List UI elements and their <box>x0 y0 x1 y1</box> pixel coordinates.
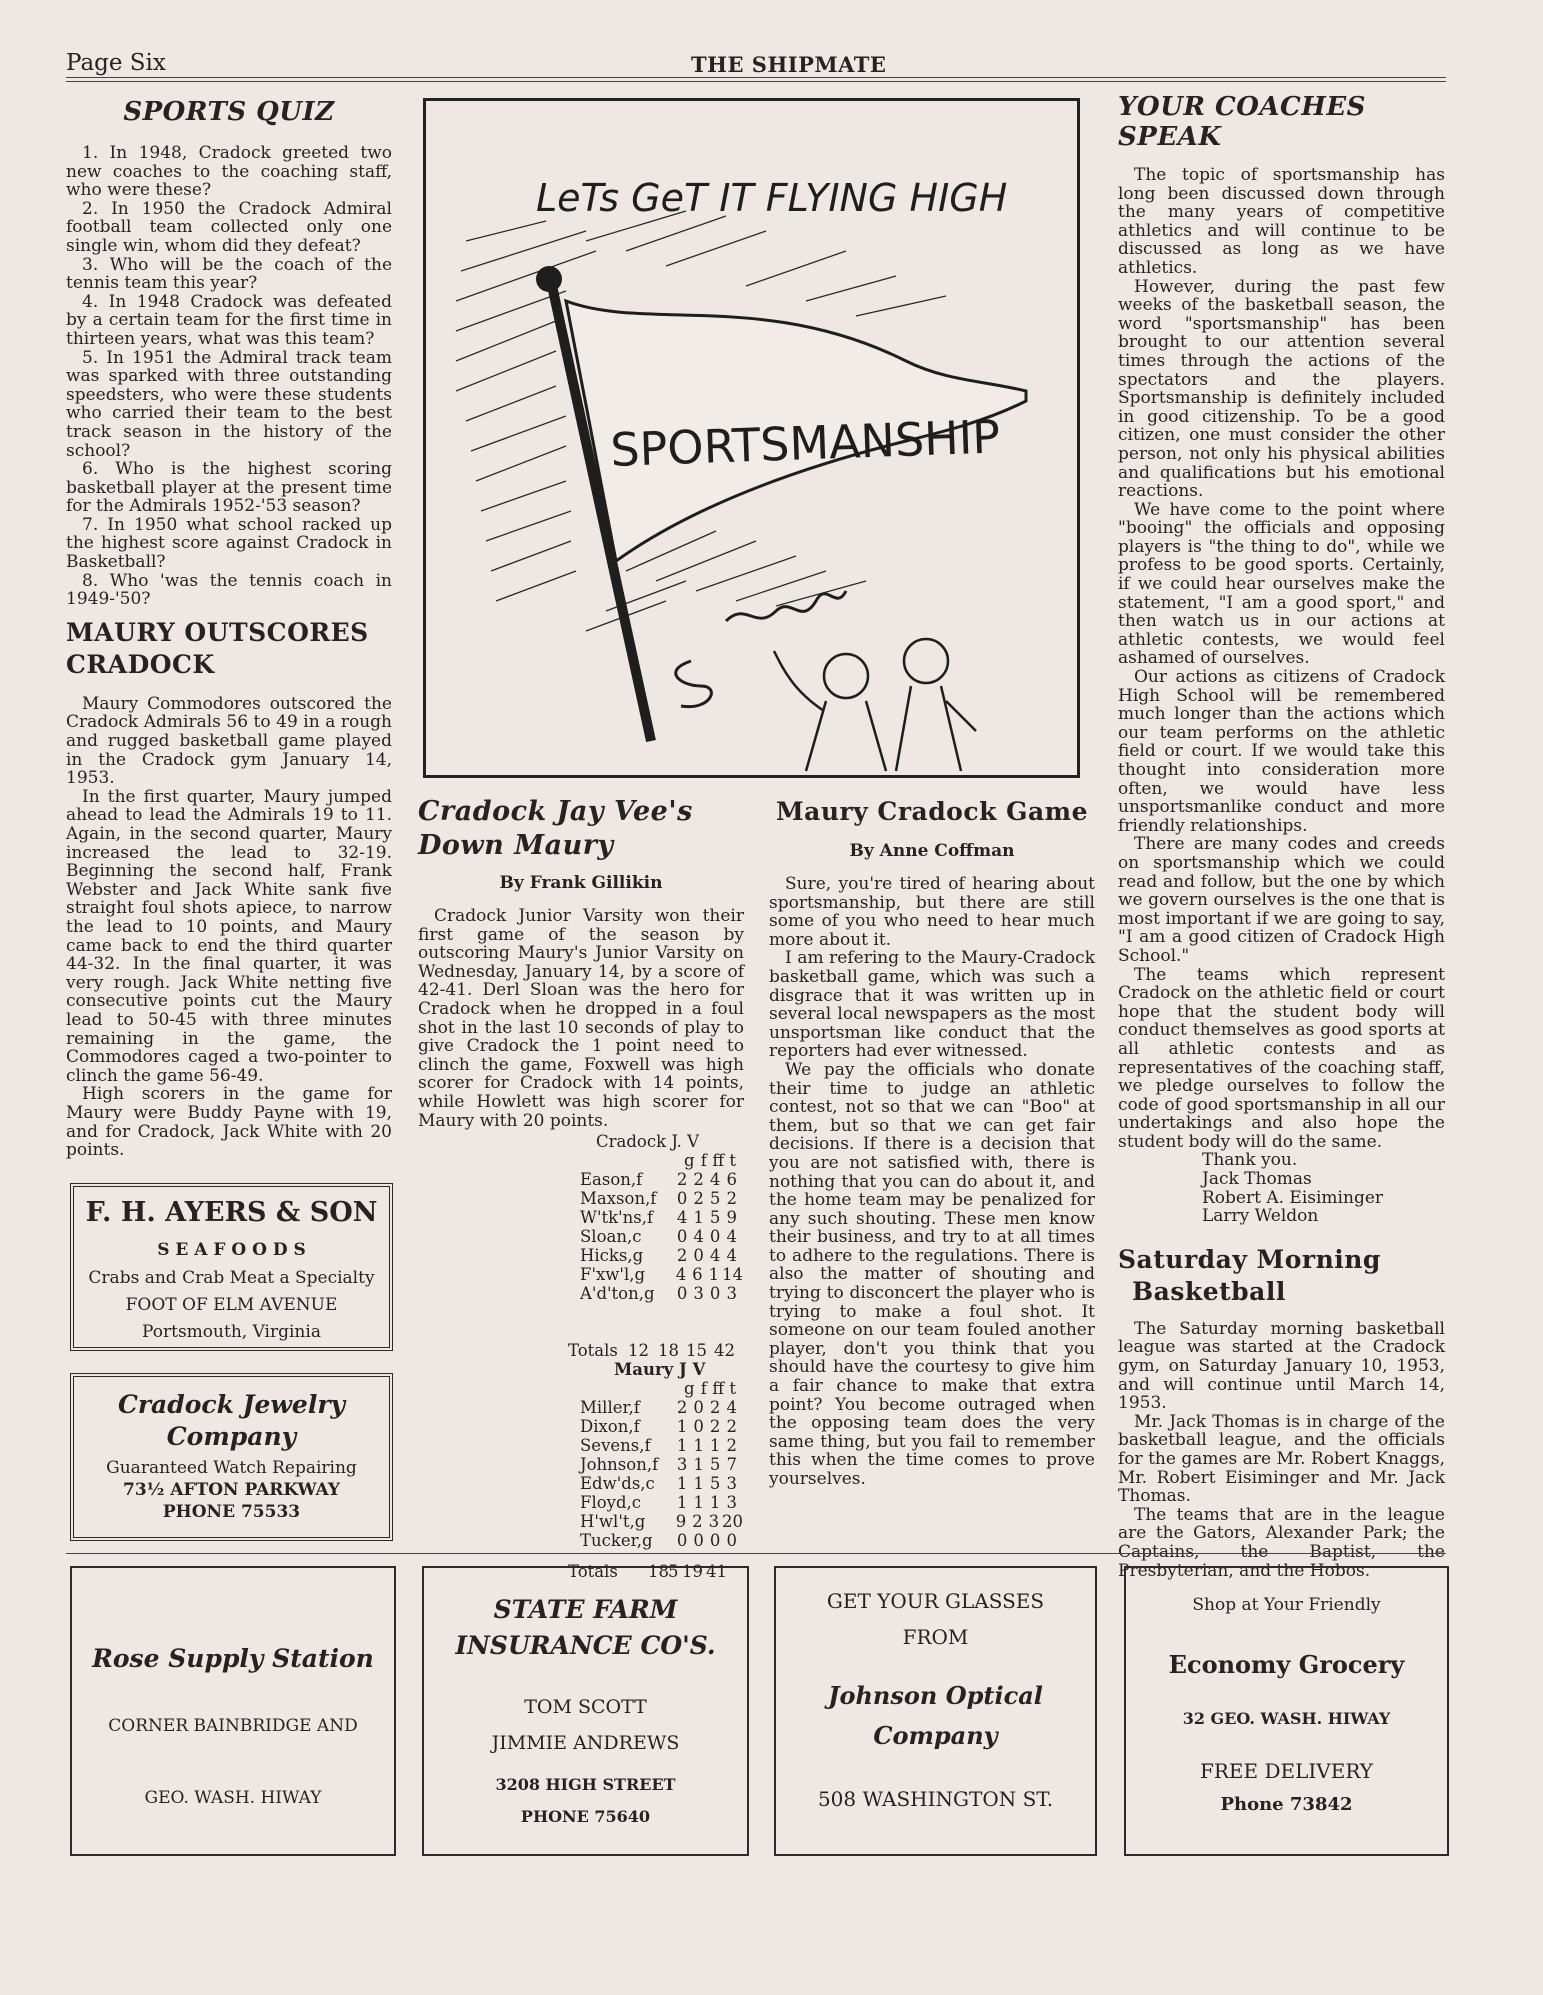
sat-paras-paragraph: The teams that are in the league are the Gators, Alexander Park; the Captains, the Baptist, the Presbyterian, and the Hobos. <box>1118 1504 1445 1581</box>
johnson-line-1: GET YOUR GLASSES <box>826 1589 1045 1613</box>
box-cell-t: 4 <box>726 1246 737 1266</box>
economy-name: Economy Grocery <box>1168 1650 1405 1679</box>
box-cell-ff: 0 <box>709 1227 721 1247</box>
cheer-squiggle-2 <box>676 661 712 707</box>
box-cradock-title: Cradock J. V <box>596 1132 700 1152</box>
maury-outscores-title-text: MAURY OUTSCORES CRADOCK <box>66 617 369 679</box>
jewelry-name-1: Cradock Jewelry <box>117 1390 346 1419</box>
box-cell-f: 6 <box>692 1265 703 1285</box>
box-cell-t: 2 <box>726 1417 737 1437</box>
box-score-row <box>580 1436 740 1455</box>
maury-paras-paragraph: Maury Commodores outscored the Cradock Admirals 56 to 49 in a rough and rugged basketball game played in the Cradock gym January 14, 1953. <box>66 693 392 789</box>
coach-paras-paragraph: Our actions as citizens of Cradock High School will be remembered much longer than the actions which our team performs on the athletic field or court. If we would take this thought into consideration more often, we would have less unsportsmanlike conduct and more friendly relationships. <box>1118 667 1445 836</box>
box-spacer <box>580 1303 740 1341</box>
box-cell-f: 0 <box>693 1531 704 1551</box>
box-cell-g: 1 <box>676 1493 688 1513</box>
hdr-g: g <box>683 1151 695 1171</box>
coaches-body <box>1118 166 1445 1151</box>
m-totals-f: 5 <box>668 1562 679 1582</box>
box-cell-t: 7 <box>726 1455 737 1475</box>
totals-g: 12 <box>628 1341 649 1361</box>
box-cell-ff: 2 <box>709 1398 721 1418</box>
totals-ff: 15 <box>686 1341 707 1361</box>
rose-supply-ad <box>70 1566 396 1856</box>
coach-paras-paragraph: However, during the past few weeks of the basketball season, the word "sportsmanship" has been brought to our attention several times through the actions of the spectators and the players. Sportsmanship is definitely included in good citizenship. To be a good citizen, one must consider the other person, not only his physical abilities and qualifications but his emotional reactions. <box>1118 276 1445 502</box>
box-cell-name: Edw'ds,c <box>580 1474 655 1494</box>
box-cell-name: Tucker,g <box>580 1531 653 1551</box>
box-cell-ff: 5 <box>709 1474 721 1494</box>
statefarm-line-2: JIMMIE ANDREWS <box>491 1732 680 1754</box>
box-cell-g: 2 <box>676 1398 688 1418</box>
johnson-line-3: 508 WASHINGTON ST. <box>817 1787 1054 1811</box>
ayers-line-1: S E A F O O D S <box>157 1240 306 1260</box>
box-cell-ff: 2 <box>709 1417 721 1437</box>
mcg-paras-paragraph: Sure, you're tired of hearing about sportsmanship, but there are still some of you who need to hear much more about it. <box>769 874 1095 950</box>
quiz-items-paragraph: 3. Who will be the coach of the tennis team this year? <box>66 254 392 294</box>
jayvees-title-2: Down Maury <box>418 830 614 861</box>
box-score-row <box>580 1474 740 1493</box>
statefarm-name-1: STATE FARM <box>493 1595 678 1624</box>
coach-paras-paragraph: The topic of sportsmanship has long been discussed down through the many years of competitive athletics and will continue to be discussed as long as we have athletics. <box>1118 165 1445 278</box>
box-cell-name: Hicks,g <box>580 1246 644 1266</box>
coach-sign-paragraph: Thank you. <box>1202 1150 1298 1171</box>
totals-t: 42 <box>714 1341 735 1361</box>
maury-outscores-title <box>66 617 392 681</box>
box-cell-t: 0 <box>726 1531 737 1551</box>
cheering-figures <box>774 639 976 771</box>
header-rule-2 <box>66 81 1446 82</box>
box-cell-f: 0 <box>693 1246 704 1266</box>
box-cell-t: 20 <box>722 1512 744 1532</box>
box-cradock-header <box>580 1151 740 1170</box>
box-cell-ff: 4 <box>709 1246 721 1266</box>
cheer-squiggle <box>726 591 846 621</box>
ayers-name: F. H. AYERS & SON <box>85 1197 378 1228</box>
box-cell-g: 4 <box>676 1208 688 1228</box>
box-cell-f: 3 <box>693 1284 704 1304</box>
mcg-paras-paragraph: I am refering to the Maury-Cradock basketball game, which was such a disgrace that it was written up in several local newspapers as the most unsportsman like conduct that the reporters had ever witnessed. <box>769 948 1095 1062</box>
johnson-name-1: Johnson Optical <box>828 1681 1043 1710</box>
box-cell-name: Sevens,f <box>580 1436 651 1456</box>
box-cell-f: 0 <box>693 1398 704 1418</box>
maury-cradock-body <box>769 875 1095 1489</box>
jewelry-name-2: Company <box>166 1422 297 1451</box>
economy-grocery-ad <box>1124 1566 1449 1856</box>
box-cell-ff: 4 <box>709 1170 721 1190</box>
hdr-t: t <box>729 1151 737 1171</box>
coaches-title-2: SPEAK <box>1118 122 1222 152</box>
box-cell-g: 2 <box>676 1170 688 1190</box>
m-hdr-ff: ff <box>712 1379 725 1399</box>
box-score-row <box>580 1512 744 1532</box>
box-cell-name: F'xw'l,g <box>580 1265 646 1285</box>
bottom-ad-rule <box>66 1553 1446 1554</box>
jayvees-column <box>418 795 744 1581</box>
box-cell-ff: 1 <box>708 1265 720 1285</box>
page-number: Page Six <box>66 50 166 76</box>
box-cell-f: 2 <box>692 1512 703 1532</box>
box-cell-name: H'wl't,g <box>580 1512 646 1532</box>
rose-line-2: GEO. WASH. HIWAY <box>144 1788 322 1808</box>
m-totals-t: 41 <box>706 1562 727 1582</box>
box-cell-f: 0 <box>693 1417 704 1437</box>
coach-sign-paragraph: Robert A. Eisiminger <box>1202 1187 1384 1208</box>
maury-cradock-title: Maury Cradock Game <box>775 797 1089 826</box>
box-cell-f: 4 <box>693 1227 704 1247</box>
saturday-body <box>1118 1320 1445 1580</box>
box-cell-g: 0 <box>676 1227 688 1247</box>
box-cell-g: 0 <box>676 1284 688 1304</box>
sports-quiz-items <box>66 144 392 609</box>
box-cell-t: 14 <box>722 1265 744 1285</box>
page-header <box>66 50 1446 80</box>
hdr-f: f <box>700 1151 707 1171</box>
m-hdr-f: f <box>700 1379 707 1399</box>
mcg-paras-paragraph: We pay the officials who donate their time to judge an athletic contest, not so that we can "Boo" at them, but so that we can get fair decisions. If there is a decision that you are not satisfied with, there is nothing that you can do about it, and the home team may be penalized for any such shouting. These men know their business, and try to at all times to adhere to the regulations. There is also the matter of shouting and trying to disconcert the player who is trying to make a foul shot. It someone on our team fouled another player, don't you think that you should have the courtesy to give him a fair chance to make that extra point? You become outraged when the opposing team does the very same thing, but you fail to remember this when the time comes to prove yourselves. <box>769 1059 1095 1489</box>
statefarm-line-1: TOM SCOTT <box>524 1696 647 1718</box>
state-farm-ad <box>422 1566 749 1856</box>
left-column <box>66 96 392 1160</box>
header-rule <box>66 77 1446 78</box>
ayers-line-3: FOOT OF ELM AVENUE <box>125 1295 338 1315</box>
box-cell-ff: 5 <box>709 1455 721 1475</box>
quiz-items-paragraph: 7. In 1950 what school racked up the highest score against Cradock in Basketball? <box>66 514 392 573</box>
box-cell-t: 3 <box>726 1493 737 1513</box>
ayers-line-4: Portsmouth, Virginia <box>142 1322 321 1342</box>
economy-line-3: FREE DELIVERY <box>1200 1759 1373 1783</box>
box-cell-ff: 3 <box>708 1512 720 1532</box>
box-score-cradock <box>568 1132 744 1582</box>
box-cell-g: 3 <box>676 1455 688 1475</box>
box-cell-f: 2 <box>693 1170 704 1190</box>
quiz-items-paragraph: 5. In 1951 the Admiral track team was sparked with three outstanding speedsters, who were these students who carried their team to the best track season in the history of the school? <box>66 347 392 461</box>
statefarm-line-4: PHONE 75640 <box>520 1807 651 1826</box>
coach-paras-paragraph: We have come to the point where "booing" the officials and opposing players is "the thing to do", while we profess to be good sports. Certainly, if we could hear ourselves make the statement, "I am a good sport," and then watch us in our actions at athletic contests, we would feel ashamed of ourselves. <box>1118 499 1445 669</box>
box-score-row <box>580 1398 740 1417</box>
box-cell-f: 1 <box>693 1436 704 1456</box>
box-cell-t: 6 <box>726 1170 737 1190</box>
box-cell-f: 1 <box>693 1493 704 1513</box>
maury-outscores-body <box>66 695 392 1160</box>
johnson-name-2: Company <box>873 1721 998 1750</box>
box-cell-f: 1 <box>693 1455 704 1475</box>
box-cell-t: 3 <box>726 1474 737 1494</box>
statefarm-line-3: 3208 HIGH STREET <box>495 1775 676 1794</box>
box-score-row <box>580 1227 740 1246</box>
quiz-items-paragraph: 2. In 1950 the Cradock Admiral football team collected only one single win, whom did they defeat? <box>66 198 392 256</box>
box-score-row <box>580 1531 740 1550</box>
statefarm-name-2: INSURANCE CO'S. <box>455 1631 716 1660</box>
saturday-title-1: Saturday Morning <box>1118 1244 1381 1274</box>
m-totals-ff: 19 <box>682 1562 703 1582</box>
coaches-signoff <box>1202 1151 1445 1225</box>
box-cell-f: 1 <box>693 1208 704 1228</box>
box-cradock-totals <box>568 1341 740 1360</box>
box-cell-ff: 0 <box>709 1284 721 1304</box>
box-cell-name: Sloan,c <box>580 1227 642 1247</box>
quiz-items-paragraph: 8. Who 'was the tennis coach in 1949-'50? <box>66 570 392 610</box>
economy-line-2: 32 GEO. WASH. HIWAY <box>1182 1709 1391 1728</box>
box-cell-g: 0 <box>676 1189 688 1209</box>
box-cell-g: 9 <box>675 1512 687 1532</box>
box-cell-g: 4 <box>675 1265 687 1285</box>
box-cell-ff: 5 <box>709 1208 721 1228</box>
coach-paras-paragraph: The teams which represent Cradock on the athletic field or court hope that the student body will conduct themselves as good sports at all athletic contests and as representatives of the coaching staff, we pledge ourselves to follow the code of good sportsmanship in all our undertakings and also hope the student body will do the same. <box>1118 964 1445 1152</box>
paper-name: THE SHIPMATE <box>691 52 887 77</box>
johnson-line-2: FROM <box>902 1625 969 1649</box>
box-score-row <box>580 1189 740 1208</box>
box-cell-g: 1 <box>676 1474 688 1494</box>
quiz-items-paragraph: 1. In 1948, Cradock greeted two new coaches to the coaching staff, who were these? <box>66 143 392 201</box>
box-score-row <box>580 1265 744 1285</box>
box-cell-name: Miller,f <box>580 1398 640 1418</box>
m-hdr-g: g <box>683 1379 695 1399</box>
saturday-title-2: Basketball <box>1132 1276 1286 1306</box>
jayvees-title-1: Cradock Jay Vee's <box>418 796 693 827</box>
box-maury-header <box>580 1379 740 1398</box>
box-cell-name: W'tk'ns,f <box>580 1208 654 1228</box>
maury-cradock-byline: By Anne Coffman <box>849 841 1015 861</box>
box-cell-ff: 0 <box>709 1531 721 1551</box>
box-cell-name: Dixon,f <box>580 1417 640 1437</box>
m-totals-g: 18 <box>648 1562 669 1582</box>
box-cell-g: 2 <box>676 1246 688 1266</box>
jewelry-ad <box>70 1373 393 1541</box>
cartoon-drawing <box>426 101 1077 775</box>
jayvees-byline: By Frank Gillikin <box>499 873 663 893</box>
totals-label: Totals <box>568 1341 618 1361</box>
box-cell-t: 9 <box>726 1208 737 1228</box>
quiz-items-paragraph: 6. Who is the highest scoring basketball player at the present time for the Admirals 1952-'53 season? <box>66 459 392 517</box>
box-cell-g: 1 <box>676 1436 688 1456</box>
box-score-row <box>580 1417 740 1436</box>
cartoon-caption: LeTs GeT IT FLYING HIGH <box>536 176 1008 220</box>
box-score-row <box>580 1246 740 1265</box>
box-cell-t: 2 <box>726 1436 737 1456</box>
maury-paras-paragraph: In the first quarter, Maury jumped ahead to lead the Admirals 19 to 11. Again, in the second quarter, Maury increased the lead to 32-19. Beginning the second half, Frank Webster and Jack White sank five straight foul shots apiece, to narrow the lead to 10 points, and Maury came back to end the third quarter 44-32. In the final quarter, it was very rough. Jack White netting five consecutive points cut the Maury lead to 50-45 with three minutes remaining in the game, the Commodores caged a two-pointer to clinch the game 56-49. <box>66 786 392 1086</box>
maury-cradock-column <box>769 795 1095 1489</box>
jewelry-line-1: Guaranteed Watch Repairing <box>106 1458 357 1478</box>
johnson-optical-ad <box>774 1566 1097 1856</box>
box-cell-name: Maxson,f <box>580 1189 657 1209</box>
box-cell-ff: 1 <box>709 1493 721 1513</box>
box-maury-title: Maury J V <box>614 1360 706 1380</box>
box-maury-rows <box>580 1398 744 1551</box>
box-score-row <box>580 1455 740 1474</box>
coaches-title-1: YOUR COACHES <box>1118 92 1366 122</box>
sports-quiz-title: SPORTS QUIZ <box>123 97 335 127</box>
box-cell-name: A'd'ton,g <box>580 1284 655 1304</box>
rose-name: Rose Supply Station <box>92 1644 374 1673</box>
jewelry-line-3: PHONE 75533 <box>162 1502 301 1522</box>
right-column <box>1118 92 1445 1580</box>
pole-ball <box>536 266 562 292</box>
hdr-ff: ff <box>712 1151 725 1171</box>
box-cell-name: Johnson,f <box>580 1455 659 1475</box>
ayers-line-2: Crabs and Crab Meat a Specialty <box>88 1268 375 1288</box>
box-cell-ff: 1 <box>709 1436 721 1456</box>
box-cell-g: 1 <box>676 1417 688 1437</box>
box-cell-t: 3 <box>726 1284 737 1304</box>
economy-line-4: Phone 73842 <box>1220 1794 1353 1815</box>
box-cell-f: 1 <box>693 1474 704 1494</box>
pennant-text: SPORTSMANSHIP <box>609 409 1001 477</box>
jewelry-line-2: 73½ AFTON PARKWAY <box>123 1480 340 1500</box>
quiz-items-paragraph: 4. In 1948 Cradock was defeated by a certain team for the first time in thirteen years, what was this team? <box>66 291 392 349</box>
coach-sign-paragraph: Larry Weldon <box>1202 1206 1319 1227</box>
box-cell-g: 0 <box>676 1531 688 1551</box>
box-score-row <box>580 1208 740 1227</box>
jayvees-paragraph: Cradock Junior Varsity won their first game of the season by outscoring Maury's Junior Varsity on Wednesday, January 14, by a score of 42-41. Derl Sloan was the hero for Cradock when he dropped in a foul shot in the last 10 seconds of play to give Cradock the 1 point need to clinch the game, Foxwell was high scorer for Cradock with 14 points, while Howlett was high scorer for Maury with 20 points. <box>418 906 744 1131</box>
rose-line-1: CORNER BAINBRIDGE AND <box>108 1716 358 1736</box>
box-cell-t: 4 <box>726 1227 737 1247</box>
coach-paras-paragraph: There are many codes and creeds on sportsmanship which we could read and follow, but the one by which we govern ourselves is the one that is most important if we are going to say, "I am a good citizen of Cradock High School." <box>1118 834 1446 966</box>
economy-line-1: Shop at Your Friendly <box>1192 1595 1381 1615</box>
m-hdr-t: t <box>729 1379 737 1399</box>
ayers-ad <box>70 1183 393 1351</box>
box-cell-ff: 5 <box>709 1189 721 1209</box>
box-cell-name: Floyd,c <box>580 1493 642 1513</box>
box-cell-name: Eason,f <box>580 1170 643 1190</box>
coach-sign-paragraph: Jack Thomas <box>1202 1169 1312 1190</box>
box-score-row <box>580 1170 740 1189</box>
maury-paras-paragraph: High scorers in the game for Maury were Buddy Payne with 19, and for Cradock, Jack White with 20 points. <box>66 1084 392 1161</box>
box-score-row <box>580 1493 740 1512</box>
sportsmanship-cartoon <box>423 98 1080 778</box>
sat-paras-paragraph: Mr. Jack Thomas is in charge of the basketball league, and the officials for the games are Mr. Robert Knaggs, Mr. Robert Eisiminger and Mr. Jack Thomas. <box>1118 1411 1445 1507</box>
totals-f: 18 <box>658 1341 679 1361</box>
box-cell-t: 2 <box>726 1189 737 1209</box>
m-totals-label: Totals <box>568 1562 618 1582</box>
box-cell-f: 2 <box>693 1189 704 1209</box>
box-score-row <box>580 1284 740 1303</box>
box-cell-t: 4 <box>726 1398 737 1418</box>
box-cradock-rows <box>580 1170 744 1304</box>
sat-paras-paragraph: The Saturday morning basketball league was started at the Cradock gym, on Saturday January 10, 1953, and will continue until March 14, 1953. <box>1118 1318 1445 1414</box>
